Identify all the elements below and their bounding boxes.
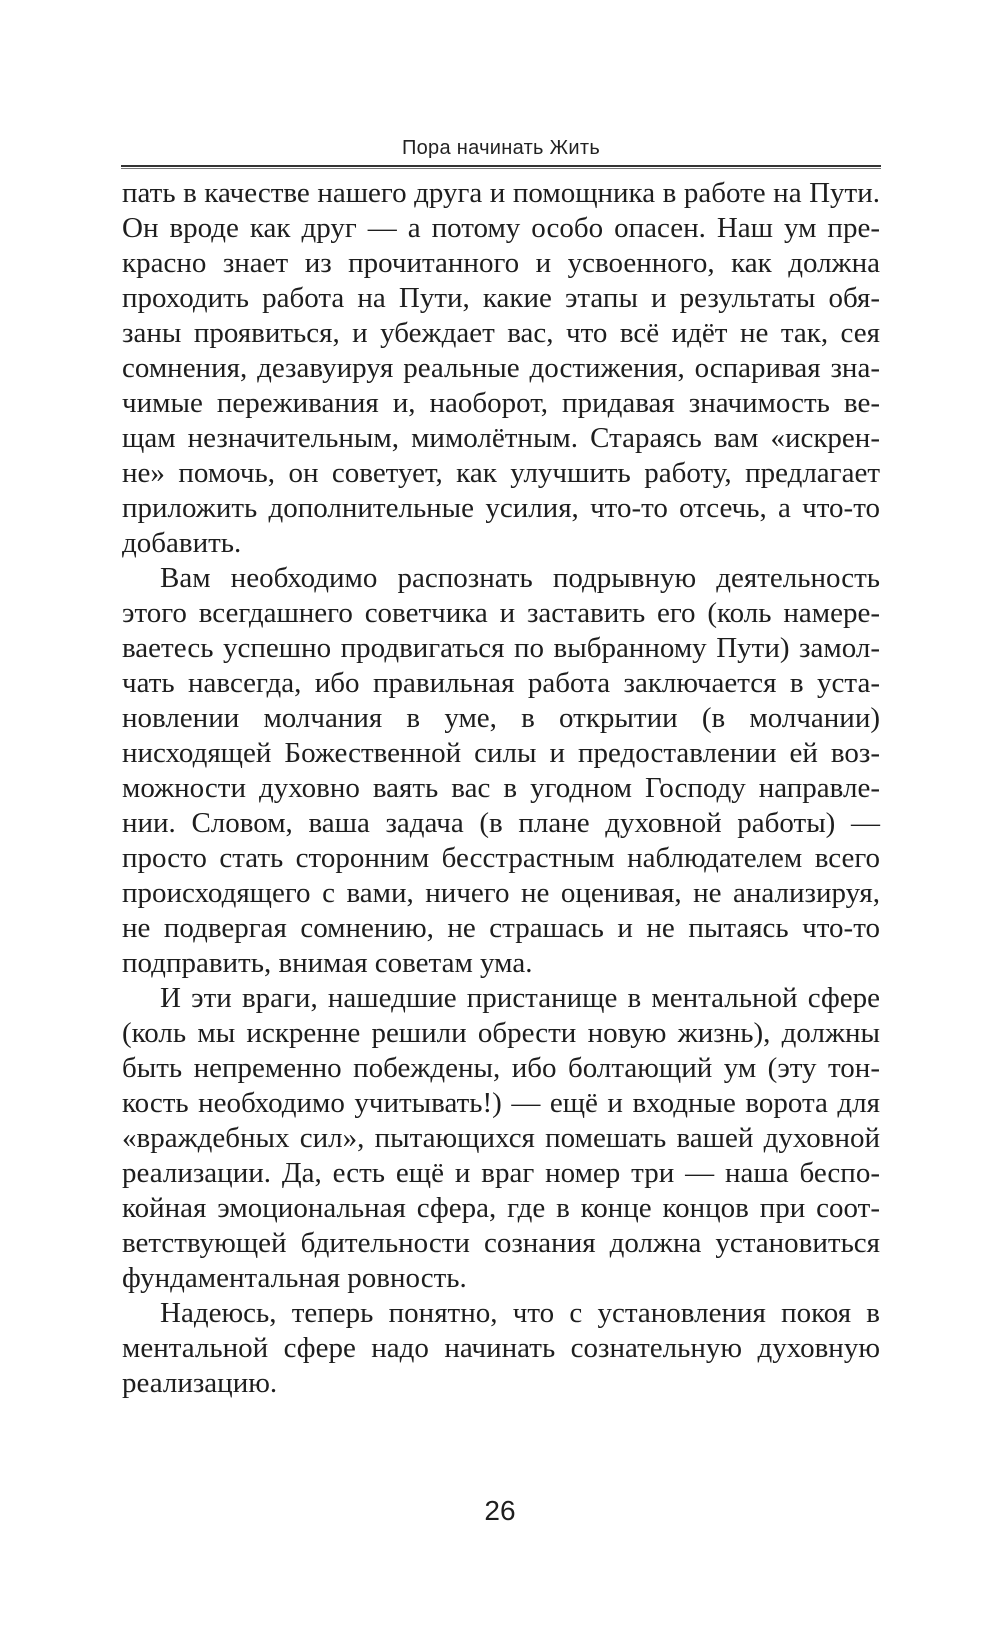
- body-text: [122, 176, 880, 1401]
- page-number: 26: [484, 1495, 516, 1526]
- header-rule: [121, 165, 881, 167]
- paragraph: Вам необходимо распознать подрывную деятельность этого всегдашнего советчика и заставить его (коль намереваетесь успешно продвигаться по выбранному Пути) замолчать навсегда, ибо правильная работа заключается в установлении молчания в уме, в открытии (в молчании) нисходящей Божественной силы и предоставлении ей возможности духовно ваять вас в угодном Господу направлении. Словом, ваша задача (в плане духовной работы) — просто стать сторонним бесстрастным наблюдателем всего происходящего с вами, ничего не оценивая, не анализируя, не подвергая сомнению, не страшась и не пытаясь что-то подправить, внимая советам ума.: [122, 562, 880, 979]
- running-header: Пора начинать Жить: [401, 137, 601, 159]
- header-rule-thin: [121, 168, 881, 169]
- paragraph: И эти враги, нашедшие пристанище в ментальной сфере (коль мы искренне решили обрести новую жизнь), должны быть непременно побеждены, ибо болтающий ум (эту тонкость необходимо учитывать!) — ещё и входные ворота для «враждебных сил», пытающихся помешать вашей духовной реализации. Да, есть ещё и враг номер три — наша беспокойная эмоциональная сфера, где в конце концов при соответствующей бдительности сознания должна установиться фундаментальная ровность.: [122, 982, 880, 1294]
- paragraph-continuation: пать в качестве нашего друга и помощника в работе на Пути. Он вроде как друг — а потому особо опасен. Наш ум прекрасно знает из прочитанного и усвоенного, как должна проходить работа на Пути, какие этапы и результаты обязаны проявиться, и убеждает вас, что всё идёт не так, сея сомнения, дезавуируя реальные достижения, оспаривая значимые переживания и, наоборот, придавая значимость вещам незначительным, мимолётным. Стараясь вам «искренне» помочь, он советует, как улучшить работу, предлагает приложить дополнительные усилия, что-то отсечь, а что-то добавить.: [122, 177, 880, 559]
- paragraph: Надеюсь, теперь понятно, что с установления покоя в ментальной сфере надо начинать сознательную духовную реализацию.: [122, 1297, 880, 1399]
